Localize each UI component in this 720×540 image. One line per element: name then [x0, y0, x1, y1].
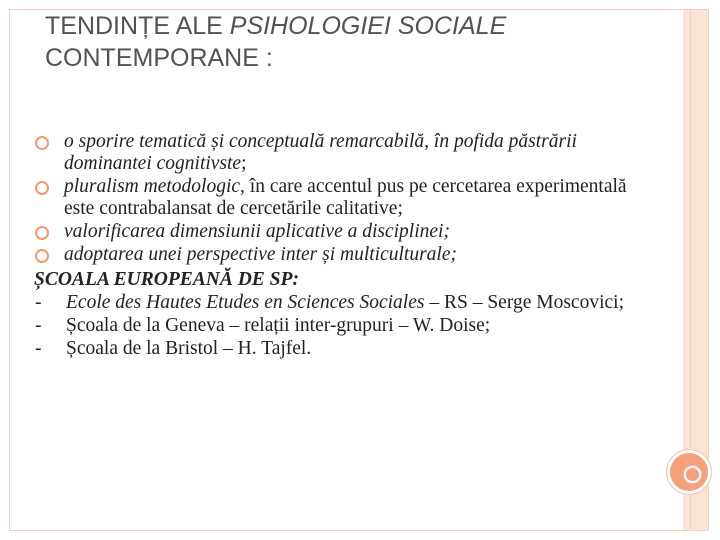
ring-bullet-icon — [34, 176, 64, 198]
title-upright-text: TENDINȚE ALE — [45, 12, 230, 40]
bullet-text — [64, 131, 654, 174]
dash-marker: - — [35, 338, 42, 360]
school-text-normal: Școala de la Geneva – relații inter-grupuri – W. Doise; — [66, 315, 491, 337]
bullet-item — [34, 176, 654, 219]
slide-content — [34, 131, 654, 360]
bullet-text — [64, 221, 654, 243]
school-text-normal: Școala de la Bristol – H. Tajfel. — [66, 338, 312, 360]
dash-marker: - — [35, 315, 42, 337]
school-text — [66, 292, 654, 314]
ring-bullet-icon — [34, 221, 64, 243]
bullet-text — [64, 244, 654, 266]
school-item — [34, 292, 654, 314]
bullet-text-italic: adoptarea unei perspective inter și multiculturale; — [64, 244, 457, 266]
bullet-text — [64, 176, 654, 219]
decorative-line-top — [690, 10, 691, 448]
school-item — [34, 338, 654, 360]
bullet-text-italic: pluralism metodologic — [64, 175, 241, 197]
school-text — [66, 338, 654, 360]
school-text — [66, 315, 654, 337]
decorative-circle-small — [684, 466, 701, 483]
ring-bullet-icon — [34, 244, 64, 266]
section-heading: ȘCOALA EUROPEANĂ DE SP: — [34, 269, 299, 291]
decorative-line-bottom — [690, 492, 691, 530]
ring-bullet-icon — [34, 131, 64, 153]
school-item — [34, 315, 654, 337]
bullet-text-italic: o sporire tematică și conceptuală remarcabilă, în pofida păstrării dominantei cognitivste — [64, 131, 577, 174]
bullet-text-italic: valorificarea dimensiunii aplicative a disciplinei; — [64, 220, 450, 242]
bullet-item — [34, 131, 654, 174]
school-text-normal: – RS – Serge Moscovici; — [424, 292, 624, 314]
bullet-text-normal: ; — [241, 152, 247, 174]
bullet-item — [34, 221, 654, 243]
school-text-italic: Ecole des Hautes Etudes en Sciences Sociales — [66, 292, 425, 314]
bullet-item — [34, 244, 654, 266]
title-italic-text: PSIHOLOGIEI SOCIALE — [229, 12, 507, 40]
title-line2-text: CONTEMPORANE : — [45, 44, 273, 72]
slide-title — [45, 10, 645, 74]
bullet-text-normal: , în care accentul pus pe cercetarea experimentală este contrabalansat de cercetările calitative; — [64, 175, 627, 219]
dash-marker: - — [35, 292, 42, 314]
